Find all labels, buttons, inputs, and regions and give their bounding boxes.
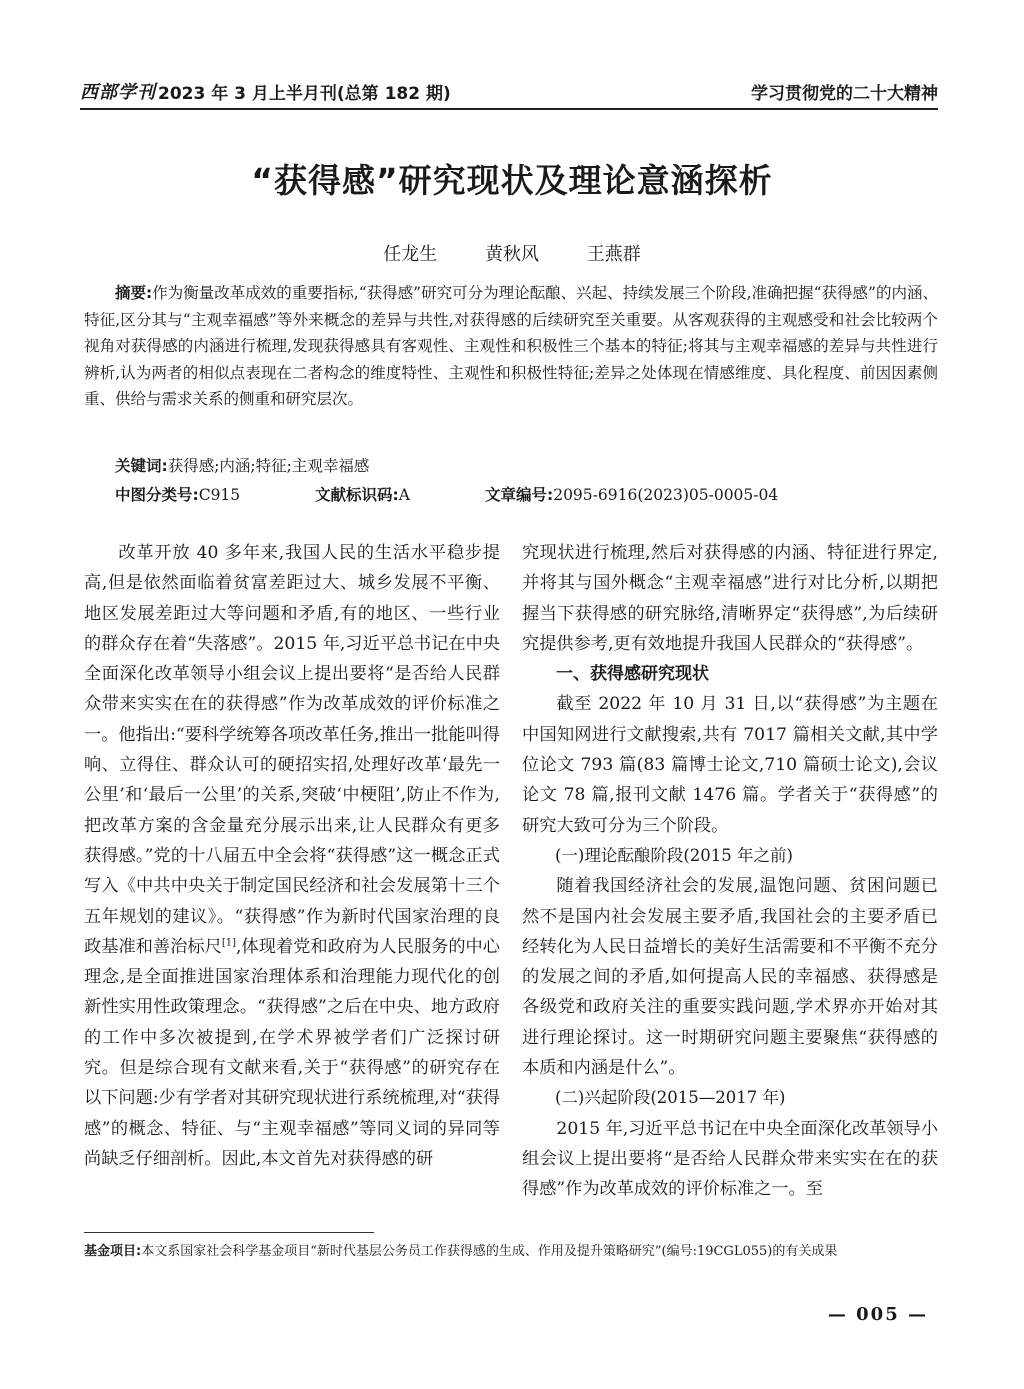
clc-value: C915: [198, 486, 241, 504]
keywords-label: 关键词:: [115, 457, 168, 475]
abstract-label: 摘要:: [115, 284, 153, 302]
running-header: [80, 70, 938, 110]
clc-label: 中图分类号:: [115, 486, 199, 504]
author-name: 任龙生: [383, 244, 438, 265]
footnote-divider: [84, 1232, 374, 1233]
body-paragraph: 究现状进行梳理,然后对获得感的内涵、特征进行界定,并将其与国外概念“主观幸福感”进行对比分析,以期把握当下获得感的研究脉络,清晰界定“获得感”,为后续研究提供参考,更有效地提升我国人民群众的“获得感”。: [522, 543, 938, 654]
body-paragraph: 2015 年,习近平总书记在中央全面深化改革领导小组会议上提出要将“是否给人民群众带来实实在在的获得感”作为改革成效的评价标准之一。至: [522, 1118, 938, 1200]
article-number: [485, 482, 778, 508]
column-title: 学习贯彻党的二十大精神: [751, 84, 938, 104]
paragraph-text: 改革开放 40 多年来,我国人民的生活水平稳步提高,但是依然面临着贫富差距过大、城乡发展不平衡、地区发展差距过大等问题和矛盾,有的地区、一些行业的群众存在着“失落感”。2015 年,习近平总书记在中央全面深化改革领导小组会议上提出要将“是否给人民群众带来实实在在的获得感”作为改革成效的评价标准之一。他指出:“要科学统筹各项改革任务,推出一批能叫得响、立得住、群众认可的硬招实招,处理好改革‘最先一公里’和‘最后一公里’的关系,突破‘中梗阻’,防止不作为,把改革方案的含金量充分展示出来,让人民群众有更多获得感。”党的十八届五中全会将“获得感”这一概念正式写入《中共中央关于制定国民经济和社会发展第十三个五年规划的建议》。“获得感”作为新时代国家治理的良政基准和善治标尺: [84, 543, 500, 957]
article-label: 文章编号:: [485, 486, 554, 504]
subsection-heading: (一)理论酝酿阶段(2015 年之前): [555, 845, 793, 865]
left-column: [84, 538, 500, 1224]
paragraph-text: ,体现着党和政府为人民服务的中心理念,是全面推进国家治理体系和治理能力现代化的创新性实用性政策理念。“获得感”之后在中央、地方政府的工作中多次被提到,在学术界被学者们广泛探讨研究。但是综合现有文献来看,关于“获得感”的研究存在以下问题:少有学者对其研究现状进行系统梳理,对“获得感”的概念、特征、与“主观幸福感”等同义词的异同等尚缺乏仔细剖析。因此,本文首先对获得感的研: [84, 936, 500, 1169]
body-paragraph: 随着我国经济社会的发展,温饱问题、贫困问题已然不是国内社会发展主要矛盾,我国社会的主要矛盾已经转化为人民日益增长的美好生活需要和不平衡不充分的发展之间的矛盾,如何提高人民的幸福感、获得感是各级党和政府关注的重要实践问题,学术界亦开始对其进行理论探讨。这一时期研究问题主要聚焦“获得感的本质和内涵是什么”。: [522, 876, 938, 1079]
author-name: 黄秋风: [485, 244, 539, 265]
abstract: [84, 280, 938, 413]
document-code: [315, 482, 485, 508]
abstract-text: 作为衡量改革成效的重要指标,“获得感”研究可分为理论酝酿、兴起、持续发展三个阶段,准确把握“获得感”的内涵、特征,区分其与“主观幸福感”等外来概念的差异与共性,对获得感的后续研究至关重要。从客观获得的主观感受和社会比较两个视角对获得感的内涵进行梳理,发现获得感具有客观性、主观性和积极性三个基本的特征;将其与主观幸福感的差异与共性进行辨析,认为两者的相似点表现在二者构念的维度特性、主观性和积极性特征;差异之处体现在情感维度、具化程度、前因因素侧重、供给与需求关系的侧重和研究层次。: [84, 284, 938, 408]
footnote-label: 基金项目:: [84, 1244, 142, 1259]
author-name: 王燕群: [586, 244, 641, 265]
author-list: [0, 240, 1024, 266]
funding-footnote: [84, 1240, 938, 1264]
doc-value: A: [398, 486, 410, 504]
article-title: “获得感”研究现状及理论意涵探析: [251, 161, 773, 200]
doc-label: 文献标识码:: [315, 486, 399, 504]
keywords: [84, 453, 938, 479]
clc-code: [115, 482, 315, 508]
citation-ref[interactable]: [1]: [221, 937, 237, 949]
section-heading: 一、获得感研究现状: [556, 664, 709, 685]
classification-line: [84, 482, 938, 508]
right-column: [522, 538, 938, 1224]
footnote-text: 本文系国家社会科学基金项目“新时代基层公务员工作获得感的生成、作用及提升策略研究”(编号:19CGL055)的有关成果: [141, 1244, 838, 1259]
article-value: 2095-6916(2023)05-0005-04: [553, 486, 779, 504]
body-paragraph: 截至 2022 年 10 月 31 日,以“获得感”为主题在中国知网进行文献搜索,共有 7017 篇相关文献,其中学位论文 793 篇(83 篇博士论文,710 篇硕士论文),会议论文 78 篇,报刊文献 1476 篇。学者关于“获得感”的研究大致可分为三个阶段。: [522, 694, 938, 836]
body-columns: [84, 538, 938, 1224]
header-left: [80, 78, 451, 104]
body-paragraph: [84, 538, 500, 1174]
page-number: — 005 —: [827, 1304, 928, 1325]
journal-logo: 西部学刊: [80, 82, 156, 103]
issue-info: 2023 年 3 月上半月刊(总第 182 期): [158, 84, 451, 104]
subsection-heading: (二)兴起阶段(2015—2017 年): [555, 1088, 786, 1108]
keywords-text: 获得感;内涵;特征;主观幸福感: [167, 457, 370, 475]
